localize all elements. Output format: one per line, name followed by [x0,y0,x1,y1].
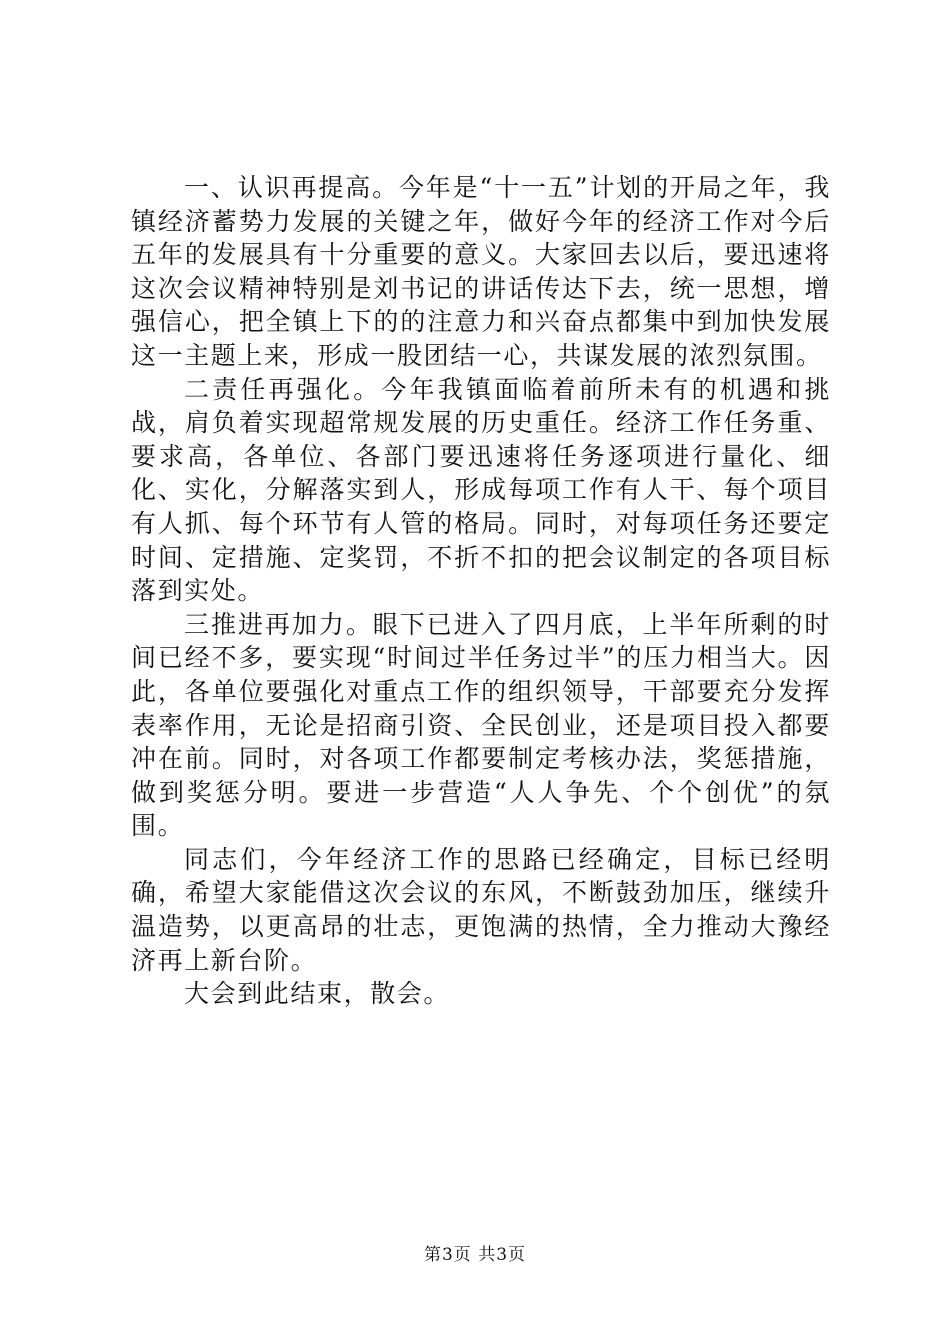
paragraph-progress: 三推进再加力。眼下已进入了四月底，上半年所剩的时间已经不多，要实现“时间过半任务过半”的压力相当大。因此，各单位要强化对重点工作的组织领导，干部要充分发挥表率作用，无论是招商引资、全民创业，还是项目投入都要冲在前。同时，对各项工作都要制定考核办法，奖惩措施，做到奖惩分明。要进一步营造“人人争先、个个创优”的氛围。 [131,609,831,841]
paragraph-awareness: 一、认识再提高。今年是“十一五”计划的开局之年，我镇经济蓄势力发展的关键之年，做好今年的经济工作对今后五年的发展具有十分重要的意义。大家回去以后，要迅速将这次会议精神特别是刘书记的讲话传达下去，统一思想，增强信心，把全镇上下的的注意力和兴奋点都集中到加快发展这一主题上来，形成一股团结一心，共谋发展的浓烈氛围。 [131,173,831,370]
page-number-footer: 第3页 共3页 [423,1245,527,1265]
document-body [131,171,831,1011]
paragraph-closing: 大会到此结束，散会。 [184,979,451,1009]
paragraph-responsibility: 二责任再强化。今年我镇面临着前所未有的机遇和挑战，肩负着实现超常规发展的历史重任。经济工作任务重、要求高，各单位、各部门要迅速将任务逐项进行量化、细化、实化，分解落实到人，形成每项工作有人干、每个项目有人抓、每个环节有人管的格局。同时，对每项任务还要定时间、定措施、定奖罚，不折不扣的把会议制定的各项目标落到实处。 [131,374,831,606]
paragraph-comrades: 同志们，今年经济工作的思路已经确定，目标已经明确，希望大家能借这次会议的东风，不断鼓劲加压，继续升温造势，以更高昂的壮志，更饱满的热情，全力推动大豫经济再上新台阶。 [131,844,831,975]
